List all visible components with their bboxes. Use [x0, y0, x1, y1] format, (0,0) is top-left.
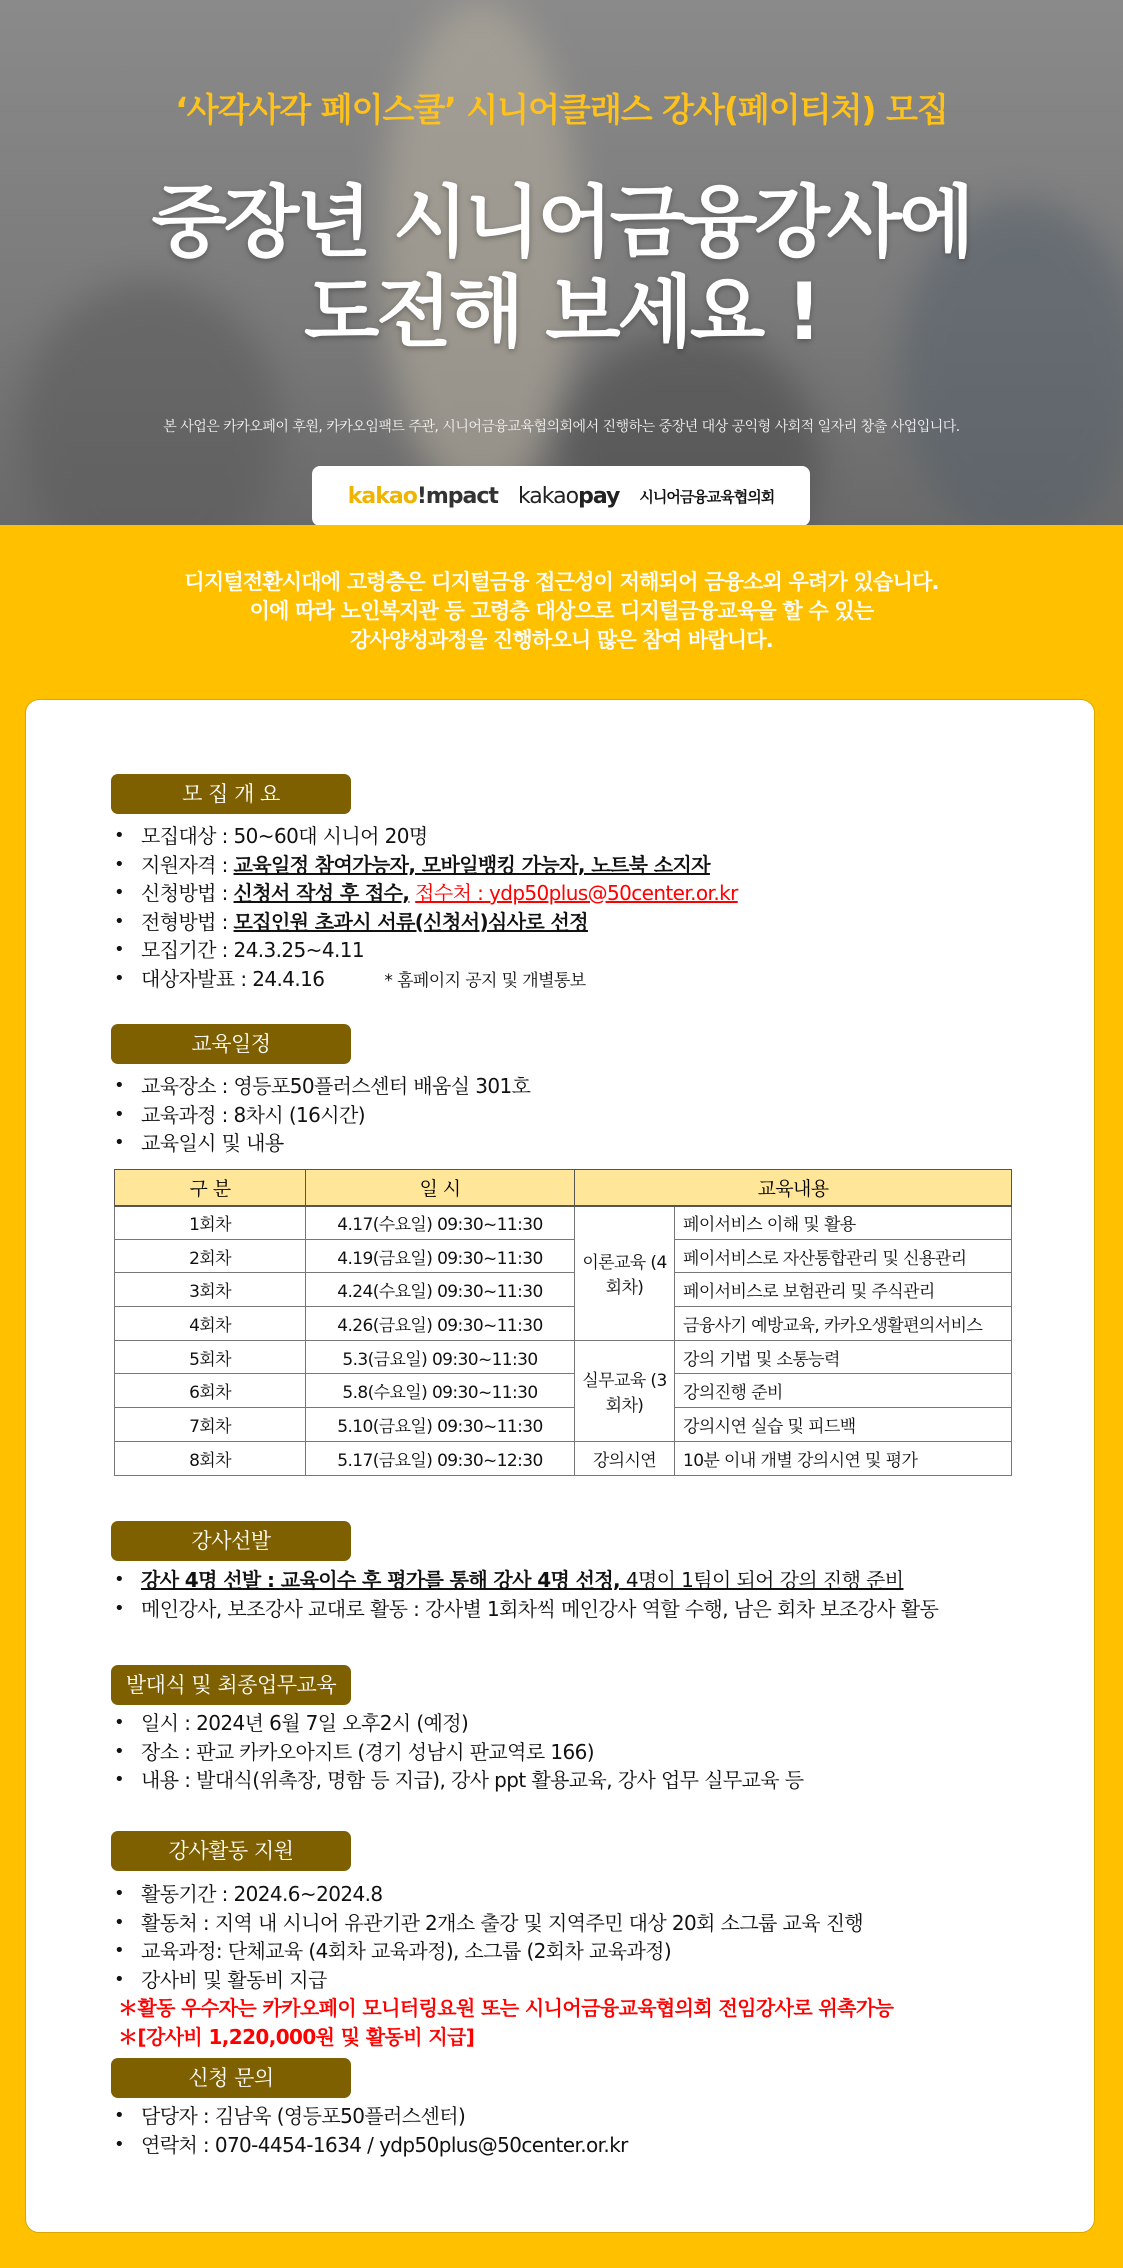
section-header-selection: 강사선발	[111, 1521, 351, 1561]
intro-line: 강사양성과정을 진행하오니 많은 참여 바랍니다.	[350, 628, 773, 652]
list-item: • 교육장소 : 영등포50플러스센터 배움실 301호	[114, 1072, 530, 1101]
section-header-overview: 모 집 개 요	[111, 774, 351, 814]
list-item: • 일시 : 2024년 6월 7일 오후2시 (예정)	[114, 1709, 804, 1738]
session-date: 4.17(수요일) 09:30~11:30	[306, 1206, 575, 1240]
session-content: 페이서비스 이해 및 활용	[675, 1206, 1012, 1240]
table-row	[115, 1374, 1012, 1408]
sponsor-logos	[312, 466, 810, 525]
hero-title-line1: 중장년 시니어금융강사에	[151, 178, 972, 268]
support-list	[114, 1880, 893, 2051]
hero-subtitle: ‘사각사각 페이스쿨’ 시니어클래스 강사(페이티처) 모집	[175, 90, 948, 129]
content-card	[25, 699, 1095, 2233]
list-item: • 장소 : 판교 카카오아지트 (경기 성남시 판교역로 166)	[114, 1738, 804, 1767]
session-content: 강의시연 실습 및 피드백	[675, 1408, 1012, 1442]
session-number: 3회차	[115, 1273, 306, 1307]
session-content: 강의 기법 및 소통능력	[675, 1340, 1012, 1374]
session-group: 강의시연	[575, 1441, 675, 1475]
list-item: • 연락처 : 070-4454-1634 / ydp50plus@50center.or.kr	[114, 2131, 628, 2160]
session-date: 4.19(금요일) 09:30~11:30	[306, 1239, 575, 1273]
session-number: 5회차	[115, 1340, 306, 1374]
highlight-note: ＊활동 우수자는 카카오페이 모니터링요원 또는 시니어금융교육협의회 전임강사로 위촉가능	[118, 1996, 894, 2020]
schedule-list	[114, 1072, 530, 1158]
section-header-inquiry: 신청 문의	[111, 2058, 351, 2098]
session-group: 이론교육 (4회차)	[575, 1206, 675, 1341]
session-date: 4.24(수요일) 09:30~11:30	[306, 1273, 575, 1307]
list-item: • 대상자발표 : 24.4.16 * 홈페이지 공지 및 개별통보	[114, 965, 738, 994]
session-content: 금융사기 예방교육, 카카오생활편의서비스	[675, 1307, 1012, 1341]
session-number: 8회차	[115, 1441, 306, 1475]
session-number: 4회차	[115, 1307, 306, 1341]
session-date: 5.17(금요일) 09:30~12:30	[306, 1441, 575, 1475]
highlight-note: ＊[강사비 1,220,000원 및 활동비 지급]	[118, 2024, 475, 2049]
list-item: • 교육일시 및 내용	[114, 1129, 530, 1158]
list-item: • 활동기간 : 2024.6~2024.8	[114, 1880, 893, 1909]
hero-banner	[0, 0, 1123, 525]
table-row	[115, 1408, 1012, 1442]
session-date: 5.8(수요일) 09:30~11:30	[306, 1374, 575, 1408]
list-item: • 활동처 : 지역 내 시니어 유관기관 2개소 출강 및 지역주민 대상 20회 소그룹 교육 진행	[114, 1909, 893, 1938]
section-header-launch: 발대식 및 최종업무교육	[111, 1665, 351, 1705]
table-header: 일 시	[306, 1170, 575, 1206]
section-header-support: 강사활동 지원	[111, 1831, 351, 1871]
council-logo: 시니어금융교육협의회	[639, 487, 775, 506]
session-number: 7회차	[115, 1408, 306, 1442]
session-content: 페이서비스로 자산통합관리 및 신용관리	[675, 1239, 1012, 1273]
list-item: • 메인강사, 보조강사 교대로 활동 : 강사별 1회차씩 메인강사 역할 수행, 남은 회차 보조강사 활동	[114, 1595, 938, 1624]
session-content: 페이서비스로 보험관리 및 주식관리	[675, 1273, 1012, 1307]
list-item: • 모집기간 : 24.3.25~4.11	[114, 936, 738, 965]
list-item: • 지원자격 : 교육일정 참여가능자, 모바일뱅킹 가능자, 노트북 소지자	[114, 851, 738, 880]
list-item: • 강사 4명 선발 : 교육이수 후 평가를 통해 강사 4명 선정, 4명이 1팀이 되어 강의 진행 준비	[114, 1566, 938, 1595]
section-header-schedule: 교육일정	[111, 1024, 351, 1064]
list-item: • 내용 : 발대식(위촉장, 명함 등 지급), 강사 ppt 활용교육, 강사 업무 실무교육 등	[114, 1766, 804, 1795]
kakaopay-logo: kakaopay	[517, 483, 620, 509]
intro-line: 이에 따라 노인복지관 등 고령층 대상으로 디지털금융교육을 할 수 있는	[249, 599, 874, 623]
table-header: 구 분	[115, 1170, 306, 1206]
list-item: • 신청방법 : 신청서 작성 후 접수, 접수처 : ydp50plus@50center.or.kr	[114, 879, 738, 908]
session-content: 10분 이내 개별 강의시연 및 평가	[675, 1441, 1012, 1475]
list-item: • 모집대상 : 50~60대 시니어 20명	[114, 822, 738, 851]
list-item: • 교육과정 : 8차시 (16시간)	[114, 1101, 530, 1130]
session-group: 실무교육 (3회차)	[575, 1340, 675, 1441]
overview-list	[114, 822, 738, 993]
list-item: • 교육과정: 단체교육 (4회차 교육과정), 소그룹 (2회차 교육과정)	[114, 1937, 893, 1966]
table-row	[115, 1307, 1012, 1341]
hero-title-line2: 도전해 보세요 !	[304, 268, 819, 358]
kakao-impact-logo: kakao!mpact	[347, 483, 498, 509]
session-number: 2회차	[115, 1239, 306, 1273]
table-header: 교육내용	[575, 1170, 1012, 1206]
list-item: • 강사비 및 활동비 지급	[114, 1966, 893, 1995]
session-content: 강의진행 준비	[675, 1374, 1012, 1408]
table-row	[115, 1273, 1012, 1307]
list-item: • 담당자 : 김남욱 (영등포50플러스센터)	[114, 2102, 628, 2131]
selection-list	[114, 1566, 938, 1623]
contact-email-link[interactable]: 접수처 : ydp50plus@50center.or.kr	[415, 881, 738, 905]
hero-note: 본 사업은 카카오페이 후원, 카카오임팩트 주관, 시니어금융교육협의회에서 진행하는 중장년 대상 공익형 사회적 일자리 창출 사업입니다.	[163, 419, 960, 435]
session-date: 5.10(금요일) 09:30~11:30	[306, 1408, 575, 1442]
launch-list	[114, 1709, 804, 1795]
session-date: 5.3(금요일) 09:30~11:30	[306, 1340, 575, 1374]
table-row	[115, 1239, 1012, 1273]
list-item: • 전형방법 : 모집인원 초과시 서류(신청서)심사로 선정	[114, 908, 738, 937]
intro-line: 디지털전환시대에 고령층은 디지털금융 접근성이 저해되어 금융소외 우려가 있습니다.	[184, 570, 939, 594]
table-row	[115, 1340, 1012, 1374]
schedule-table	[114, 1169, 1012, 1476]
table-row	[115, 1441, 1012, 1475]
table-row	[115, 1206, 1012, 1240]
session-number: 1회차	[115, 1206, 306, 1240]
inquiry-list	[114, 2102, 628, 2159]
session-number: 6회차	[115, 1374, 306, 1408]
session-date: 4.26(금요일) 09:30~11:30	[306, 1307, 575, 1341]
